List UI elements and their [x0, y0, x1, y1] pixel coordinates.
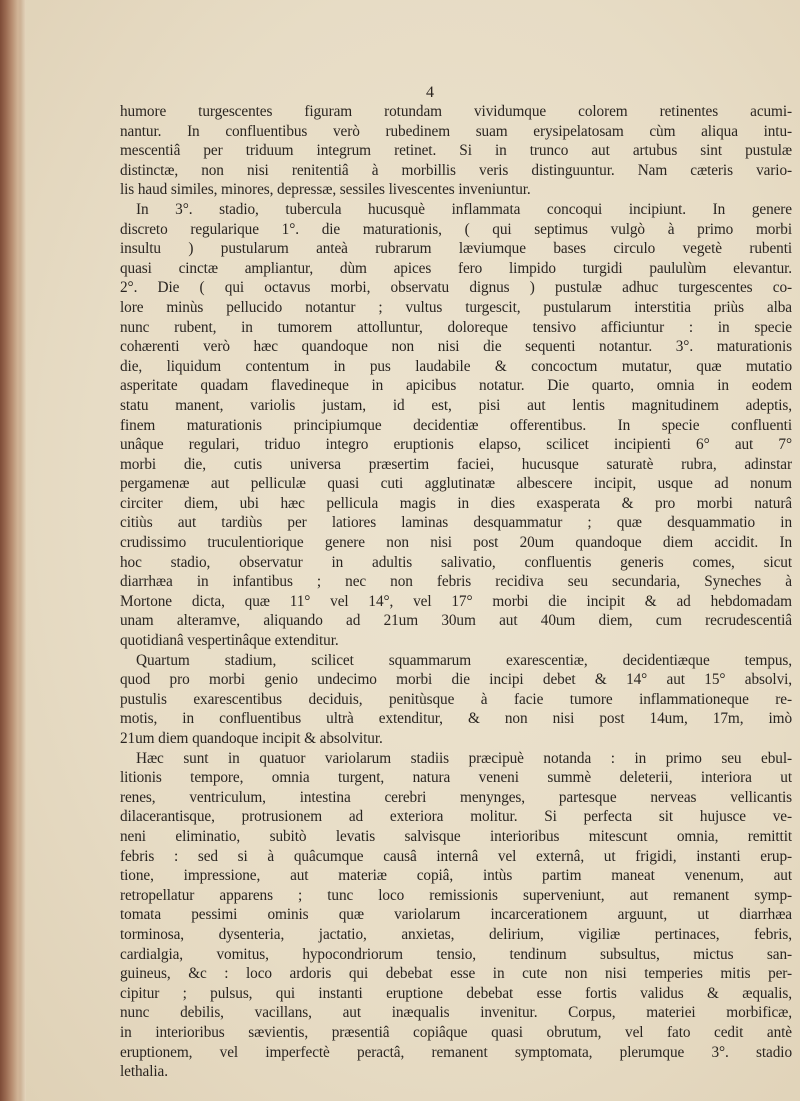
text-line: torminosa, dysenteria, jactatio, anxietas, delirium, vigiliæ pertinaces, febris, [120, 925, 792, 943]
text-line: quod pro morbi genio undecimo morbi die incipi debet & 14° aut 15° absolvi, [120, 671, 792, 689]
text-line: motis, in confluentibus ultrà extenditur, & non nisi post 14um, 17m, imò [120, 710, 792, 728]
text-line: nantur. In confluentibus verò rubedinem suam erysipelatosam cùm aliqua intu- [120, 122, 792, 140]
text-line: cohærenti verò hæc quandoque non nisi die sequenti notantur. 3°. maturationis [120, 338, 792, 356]
text-line: febris : sed si à quâcumque causâ internâ vel externâ, ut frigidi, instanti erup- [120, 847, 792, 865]
text-line: morbi die, cutis universa præsertim faciei, hucusque saturatè rubra, adinstar [120, 455, 792, 473]
text-line: lore minùs pellucido notantur ; vultus turgescit, pustularum interstitia priùs alba [120, 298, 792, 316]
text-line: cardialgia, vomitus, hypocondriorum tensio, tendinum subsultus, mictus san- [120, 945, 792, 963]
text-line: 21um diem quandoque incipit & absolvitur. [120, 730, 383, 747]
text-line: guineus, &c : loco ardoris qui debebat esse in cute non nisi temperies mitis per- [120, 965, 792, 983]
text-line: quasi cinctæ ampliantur, dùm apices fero limpido turgidi paululùm elevantur. [120, 259, 792, 277]
text-line: pustulis exarescentibus deciduis, penitùsque à facie tumore inflammationeque re- [120, 690, 792, 708]
text-line: eruptionem, vel imperfectè peractâ, remanent symptomata, plerumque 3°. stadio [120, 1043, 792, 1061]
text-line: in interioribus sævientis, præsentiâ copiâque quasi obrutum, vel fato cedit antè [120, 1023, 792, 1041]
text-line: tomata pessimi ominis quæ variolarum incarcerationem arguunt, ut diarrhæa [120, 906, 792, 924]
page-number: 4 [426, 84, 434, 101]
text-line: Hæc sunt in quatuor variolarum stadiis præcipuè notanda : in primo seu ebul- [136, 749, 792, 767]
text-line: 2°. Die ( qui octavus morbi, observatu dignus ) pustulæ adhuc turgescentes co- [120, 279, 792, 297]
text-line: mescentiâ per triduum integrum retinet. Si in trunco aut artubus sint pustulæ [120, 142, 792, 160]
text-line: litionis tempore, omnia turgent, natura veneni summè deleterii, interiora ut [120, 769, 792, 787]
text-line: pergamenæ aut pelliculæ quasi cuti agglutinatæ albescere incipit, usque ad nonum [120, 475, 792, 493]
text-line: diarrhæa in infantibus ; nec non febris recidiva seu secundaria, Syneches à [120, 573, 792, 591]
text-line: crudissimo truculentiorique genere non nisi post 20um quandoque diem accidit. In [120, 534, 792, 552]
text-line: hoc stadio, observatur in adultis salivatio, confluentis generis comes, sicut [120, 553, 792, 571]
text-line: neni eliminatio, subitò levatis salvisque interioribus mitescunt omnia, remittit [120, 827, 792, 845]
text-line: unam alteramve, aliquando ad 21um 30um aut 40um diem, cum recrudescentiâ [120, 612, 792, 630]
text-line: In 3°. stadio, tubercula hucusquè inflammata concoqui incipiunt. In genere [136, 200, 792, 218]
text-line: humore turgescentes figuram rotundam vividumque colorem retinentes acumi- [120, 103, 792, 120]
text-line: distinctæ, non nisi renitentiâ à morbillis veris distinguuntur. Nam cæteris vario- [120, 161, 792, 179]
text-line: Quartum stadium, scilicet squammarum exarescentiæ, decidentiæque tempus, [136, 651, 792, 669]
text-line: tione, impressione, aut materiæ copiâ, intùs partim maneat venenum, aut [120, 867, 792, 885]
text-line: cipitur ; pulsus, qui instanti eruptione debebat esse fortis validus & æqualis, [120, 984, 792, 1002]
text-line: lethalia. [120, 1063, 168, 1081]
text-line: retropellatur apparens ; tunc loco remissionis superveniunt, aut remanent symp- [120, 886, 792, 904]
text-line: nunc rubent, in tumorem attolluntur, doloreque tensivo afficiuntur : in specie [120, 318, 792, 336]
text-line: Mortone dicta, quæ 11° vel 14°, vel 17° morbi die incipit & ad hebdomadam [120, 592, 792, 610]
text-line: citiùs aut tardiùs per latiores laminas desquammatur ; quæ desquammatio in [120, 514, 792, 532]
text-line: die, liquidum contentum in pus laudabile & concoctum mutatur, quæ mutatio [120, 357, 792, 375]
text-line: circiter diem, ubi hæc pellicula magis in dies exasperata & pro morbi naturâ [120, 494, 792, 512]
text-line: insultu ) pustularum anteà rubrarum læviumque bases circulo vegetè rubenti [120, 240, 792, 258]
text-line: nunc debilis, vacillans, aut inæqualis invenitur. Corpus, materiei morbificæ, [120, 1004, 792, 1022]
text-line: lis haud similes, minores, depressæ, sessiles livescentes inveniuntur. [120, 181, 531, 199]
text-line: statu manent, variolis justam, id est, pisi aut lentis magnitudinem adeptis, [120, 396, 792, 414]
text-line: unâque regulari, triduo integro eruptionis elapso, scilicet incipienti 6° aut 7° [120, 436, 792, 454]
text-line: finem maturationis principiumque decidentiæ offerentibus. In specie confluenti [120, 416, 792, 434]
text-line: dilacerantisque, protrusionem ad exteriora molitur. Si perfecta sit hujusce ve- [120, 808, 792, 826]
book-binding-edge [0, 0, 22, 1101]
body-text [120, 102, 792, 1082]
text-line: discreto regularique 1°. die maturationis, ( qui septimus vulgò à primo morbi [120, 220, 792, 238]
text-line: asperitate quadam flavedineque in apicibus notatur. Die quarto, omnia in eodem [120, 377, 792, 395]
text-line: renes, ventriculum, intestina cerebri menynges, partesque nerveas vellicantis [120, 788, 792, 806]
text-line: quotidianâ vespertinâque extenditur. [120, 632, 339, 650]
